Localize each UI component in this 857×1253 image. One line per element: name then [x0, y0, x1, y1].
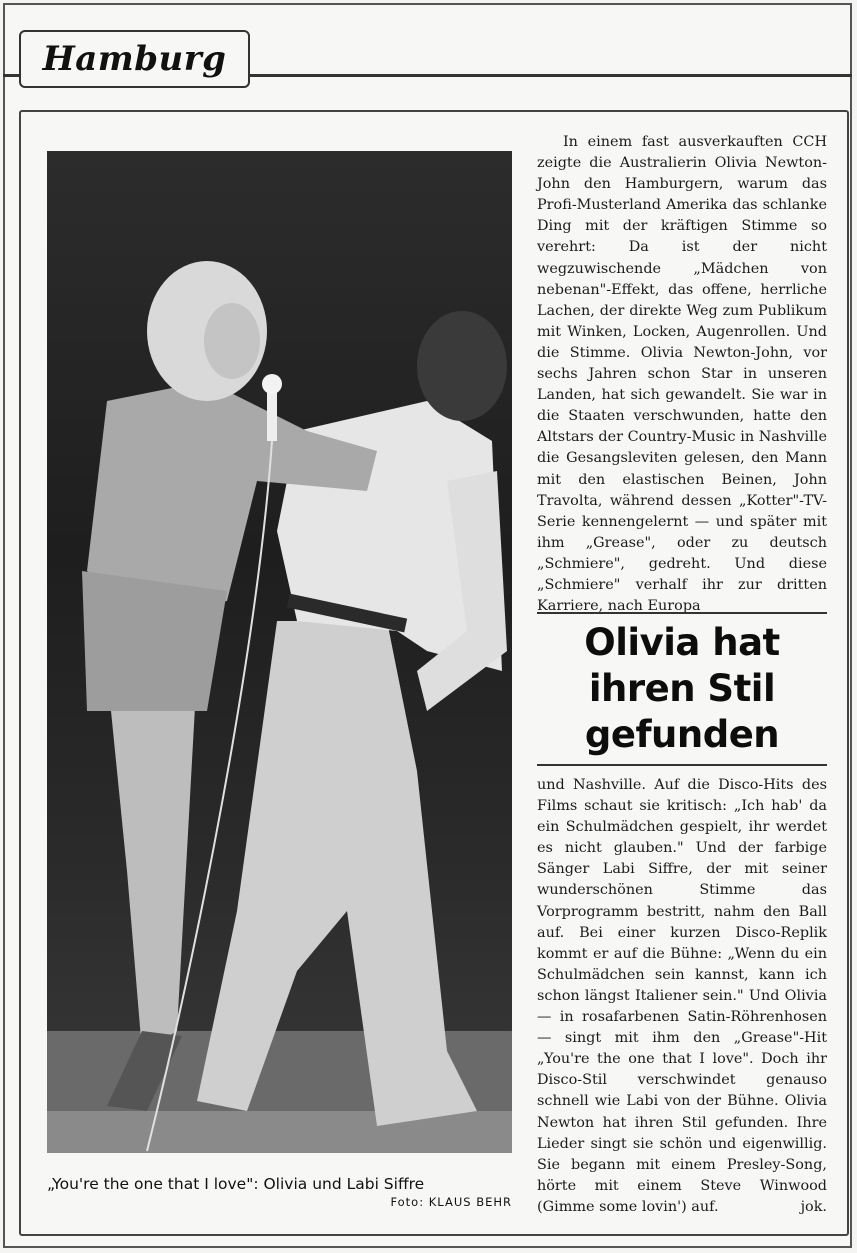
continuation-body: und Nashville. Auf die Disco-Hits des Films schaut sie kritisch: „Ich hab' da ein Schulmädchen gespielt, ihr werdet es nicht glauben." Und der farbige Sänger Labi Siffre, der mit seiner wunderschönen Stimme das Vorprogramm bestritt, nahm den Ball auf. Bei einer kurzen Disco-Replik kommt er auf die Bühne: „Wenn du ein Schulmädchen sein kannst, kann ich schon längst Italiener sein." Und Olivia — in rosafarbenen Satin-Röhrenhosen — singt mit ihm den „Grease"-Hit „You're the one that I love". Doch ihr Disco-Stil verschwindet genauso schnell wie Labi von der Bühne. Olivia Newton hat ihren Stil gefunden. Ihre Lieder singt sie schön und eigenwillig. Sie begann mit einem Presley-Song, hörte mit einem Steve Winwood (Gimme some lovin') auf. [537, 777, 827, 1215]
headline-line-3: gefunden [584, 713, 780, 756]
photo-credit: Foto: KLAUS BEHR [390, 1195, 512, 1209]
headline-line-2: ihren Stil [588, 667, 776, 710]
author-signature: jok. [800, 1198, 827, 1215]
masthead-title: Hamburg [42, 39, 227, 79]
photo-illustration [47, 151, 512, 1153]
photo-caption [47, 1175, 512, 1209]
headline-box [537, 612, 827, 766]
headline-line-1: Olivia hat [584, 621, 780, 664]
article-column-intro [537, 132, 827, 617]
article-continuation-text [537, 775, 827, 1218]
article-column-continuation [537, 775, 827, 1218]
caption-text: „You're the one that I love": Olivia und Labi Siffre [47, 1175, 425, 1193]
article-headline [584, 620, 779, 758]
concert-photo [47, 151, 512, 1153]
section-masthead [19, 30, 250, 88]
article-intro-text: In einem fast ausverkauften CCH zeigte die Australierin Olivia Newton-John den Hamburgern, warum das Profi-Musterland Amerika das schlanke Ding mit der kräftigen Stimme so verehrt: Da ist der nicht wegzuwischende „Mädchen von nebenan"-Effekt, das offene, herrliche Lachen, der direkte Weg zum Publikum mit Winken, Locken, Augenrollen. Und die Stimme. Olivia Newton-John, vor sechs Jahren schon Star in unseren Landen, hat sich gewandelt. Sie war in die Staaten verschwunden, hatte den Altstars der Country-Music in Nashville die Gesangsleviten gelesen, den Mann mit den elastischen Beinen, John Travolta, während dessen „Kotter"-TV-Serie kennengelernt — und später mit ihm „Grease", oder zu deutsch „Schmiere", gedreht. Und diese „Schmiere" verhalf ihr zur dritten Karriere, nach Europa [537, 134, 827, 615]
